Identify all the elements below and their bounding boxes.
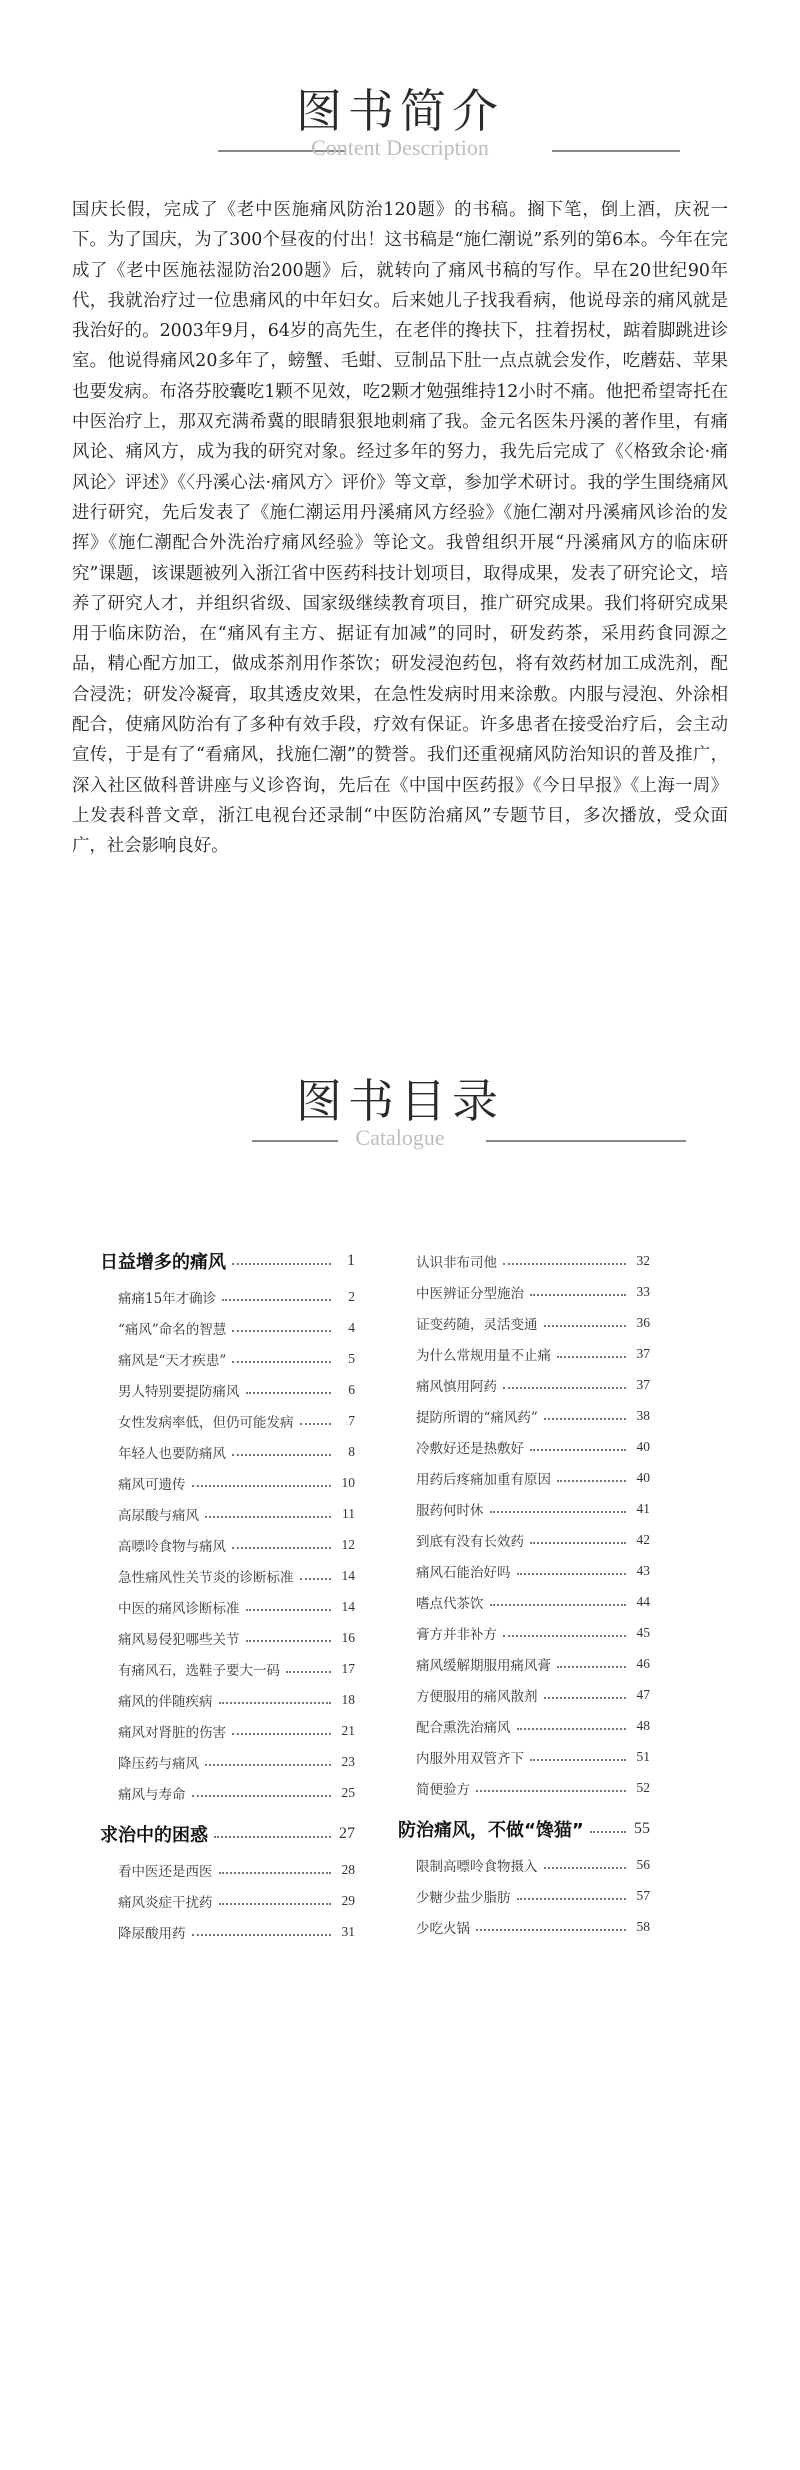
toc-leader-dots [557,1356,626,1358]
toc-entry-title: 痛风石能治好吗 [416,1565,511,1581]
toc-page-number: 16 [341,1630,355,1645]
toc-entry-title: 痛风炎症干扰药 [118,1895,213,1911]
toc-entry-title: 女性发病率低，但仍可能发病 [118,1415,294,1431]
toc-entry-title: 冷敷好还是热敷好 [416,1441,524,1457]
toc-leader-dots [490,1604,627,1606]
toc-entry-title: 防治痛风，不做“馋猫” [398,1820,584,1841]
toc-entry [416,1653,650,1675]
toc-leader-dots [530,1294,626,1296]
toc-page-number: 4 [348,1320,355,1335]
toc-leader-dots [476,1790,626,1792]
toc-entry [416,1777,650,1799]
toc-entry [416,1560,650,1582]
toc-leader-dots [222,1299,331,1301]
toc-entry [118,1720,355,1742]
toc-page-number: 29 [341,1893,355,1908]
toc-leader-dots [232,1361,331,1363]
toc-entry [416,1405,650,1427]
toc-entry [416,1312,650,1334]
toc-entry-title: 提防所谓的“痛风药” [416,1410,538,1426]
toc-title: 图书目录 [296,1074,504,1128]
toc-entry [416,1529,650,1551]
toc-entry-title: 降压药与痛风 [118,1756,199,1772]
toc-page-number: 12 [341,1537,355,1552]
toc-page-number: 6 [348,1382,355,1397]
toc-entry-title: 痛风缓解期服用痛风膏 [416,1658,551,1674]
toc-page-number: 23 [341,1754,355,1769]
toc-leader-dots [590,1831,626,1833]
toc-entry-title: 求治中的困惑 [100,1825,208,1846]
toc-page-number: 25 [341,1785,355,1800]
toc-leader-dots [544,1325,627,1327]
toc-page-number: 28 [341,1862,355,1877]
toc-page-number: 55 [634,1820,650,1837]
toc-entry [416,1436,650,1458]
toc-leader-dots [219,1702,332,1704]
toc-entry [118,1379,355,1401]
toc-page-number: 17 [341,1661,355,1676]
toc-entry-title: 用药后疼痛加重有原因 [416,1472,551,1488]
toc-entry-title: 痛风易侵犯哪些关节 [118,1632,240,1648]
toc-entry-title: 痛风慎用阿药 [416,1379,497,1395]
toc-chapter [100,1250,355,1272]
toc-page-number: 18 [341,1692,355,1707]
toc-entry-title: 证变药随，灵活变通 [416,1317,538,1333]
toc-entry [118,1348,355,1370]
toc-leader-dots [192,1795,332,1797]
toc-entry-title: 中医的痛风诊断标准 [118,1601,240,1617]
toc-page-number: 1 [347,1252,355,1269]
toc-entry-title: “痛风”命名的智慧 [118,1322,227,1338]
intro-body: 国庆长假，完成了《老中医施痛风防治120题》的书稿。搁下笔，倒上酒，庆祝一下。为了国庆，为了300个昼夜的付出！这书稿是“施仁潮说”系列的第6本。今年在完成了《老中医施祛湿防治200题》后，就转向了痛风书稿的写作。早在20世纪90年代，我就治疗过一位患痛风的中年妇女。后来她儿子找我看病，他说母亲的痛风就是我治好的。2003年9月，64岁的高先生，在老伴的搀扶下，拄着拐杖，踮着脚跳进诊室。他说得痛风20多年了，螃蟹、毛蚶、豆制品下肚一点点就会发作，吃蘑菇、苹果也要发病。布洛芬胶囊吃1颗不见效，吃2颗才勉强维持12小时不痛。他把希望寄托在中医治疗上，那双充满希冀的眼睛狠狠地刺痛了我。金元名医朱丹溪的著作里，有痛风论、痛风方，成为我的研究对象。经过多年的努力，我先后完成了《〈格致余论·痛风论〉评述》《〈丹溪心法·痛风方〉评价》等文章，参加学术研讨。我的学生围绕痛风进行研究，先后发表了《施仁潮运用丹溪痛风方经验》《施仁潮对丹溪痛风诊治的发挥》《施仁潮配合外洗治疗痛风经验》等论文。我曾组织开展“丹溪痛风方的临床研究”课题，该课题被列入浙江省中医药科技计划项目，取得成果，发表了研究论文，培养了研究人才，并组织省级、国家级继续教育项目，推广研究成果。我们将研究成果用于临床防治，在“痛风有主方、据证有加减”的同时，研发药茶，采用药食同源之品，精心配方加工，做成茶剂用作茶饮；研发浸泡药包，将有效药材加工成洗剂，配合浸洗；研发冷凝膏，取其透皮效果，在急性发病时用来涂敷。内服与浸泡、外涂相配合，使痛风防治有了多种有效手段，疗效有保证。许多患者在接受治疗后，会主动宣传，于是有了“看痛风，找施仁潮”的赞誉。我们还重视痛风防治知识的普及推广，深入社区做科普讲座与义诊咨询，先后在《中国中医药报》《今日早报》《上海一周》上发表科普文章，浙江电视台还录制“中医防治痛风”专题节目，多次播放，受众面广，社会影响良好。 [72,200,728,857]
toc-page-number: 27 [339,1825,355,1842]
toc-entry-title: 服药何时休 [416,1503,484,1519]
toc-entry-title: 痛风的伴随疾病 [118,1694,213,1710]
toc-entry [118,1503,355,1525]
intro-header [0,75,800,185]
toc-entry-title: 限制高嘌呤食物摄入 [416,1859,538,1875]
toc-leader-dots [517,1573,627,1575]
toc-entry-title: 高尿酸与痛风 [118,1508,199,1524]
toc-leader-dots [232,1454,331,1456]
toc-entry [416,1746,650,1768]
toc-chapter [398,1818,650,1840]
toc-entry-title: 日益增多的痛风 [100,1252,226,1273]
toc-entry-title: 高嘌呤食物与痛风 [118,1539,226,1555]
toc-page-number: 7 [348,1413,355,1428]
toc-leader-dots [232,1733,331,1735]
toc-leader-dots [503,1387,626,1389]
toc-page-number: 48 [636,1718,650,1733]
toc-page-number: 57 [636,1888,650,1903]
toc-page-number: 56 [636,1857,650,1872]
toc-leader-dots [232,1330,331,1332]
toc-chapter [100,1823,355,1845]
toc-entry [416,1916,650,1938]
toc-page-number: 44 [636,1594,650,1609]
toc-page-number: 14 [341,1568,355,1583]
toc-leader-dots [192,1934,332,1936]
toc-entry [416,1467,650,1489]
toc-page-number: 32 [636,1253,650,1268]
toc-leader-dots [530,1449,626,1451]
toc-page-number: 42 [636,1532,650,1547]
toc-entry-title: 痛痛15年才确诊 [118,1291,217,1307]
toc-page-number: 31 [341,1924,355,1939]
toc-entry [118,1751,355,1773]
toc-entry-title: 为什么常规用量不止痛 [416,1348,551,1364]
toc-page-number: 43 [636,1563,650,1578]
toc-entry-title: 痛风可遗传 [118,1477,186,1493]
toc-leader-dots [205,1764,331,1766]
toc-entry [118,1286,355,1308]
toc-leader-dots [517,1728,627,1730]
toc-page-number: 36 [636,1315,650,1330]
toc-entry [118,1534,355,1556]
toc-entry [416,1885,650,1907]
toc-entry [118,1565,355,1587]
toc-entry [416,1498,650,1520]
toc-page-number: 47 [636,1687,650,1702]
toc-entry-title: 认识非布司他 [416,1255,497,1271]
toc-entry [416,1622,650,1644]
toc-page-number: 37 [636,1346,650,1361]
toc-page-number: 38 [636,1408,650,1423]
toc-page-number: 46 [636,1656,650,1671]
toc-page-number: 21 [341,1723,355,1738]
toc-entry [416,1374,650,1396]
toc-entry-title: 嗜点代茶饮 [416,1596,484,1612]
toc-leader-dots [219,1903,332,1905]
toc-entry-title: 到底有没有长效药 [416,1534,524,1550]
toc-entry [118,1472,355,1494]
toc-leader-dots [246,1609,332,1611]
toc-page-number: 45 [636,1625,650,1640]
toc-leader-dots [503,1263,626,1265]
toc-leader-dots [219,1872,332,1874]
toc-page-number: 41 [636,1501,650,1516]
toc-entry-title: 痛风是“天才疾患” [118,1353,227,1369]
toc-entry [118,1689,355,1711]
toc-page-number: 40 [636,1470,650,1485]
intro-title: 图书简介 [296,84,504,138]
toc-entry [118,1627,355,1649]
intro-subtitle: Content Description [311,135,489,160]
toc-leader-dots [232,1547,331,1549]
toc-entry-title: 配合熏洗治痛风 [416,1720,511,1736]
toc-page-number: 14 [341,1599,355,1614]
toc-entry-title: 简便验方 [416,1782,470,1798]
toc-page-number: 2 [348,1289,355,1304]
toc-leader-dots [205,1516,331,1518]
toc-entry [416,1684,650,1706]
toc-entry-title: 急性痛风性关节炎的诊断标准 [118,1570,294,1586]
toc-entry [118,1859,355,1881]
toc-entry [118,1890,355,1912]
toc-leader-dots [300,1423,332,1425]
toc-entry [416,1854,650,1876]
toc-entry [416,1591,650,1613]
toc-page-number: 5 [348,1351,355,1366]
toc-entry-title: 中医辨证分型施治 [416,1286,524,1302]
toc-entry-title: 少糖少盐少脂肪 [416,1890,511,1906]
toc-entry-title: 方便服用的痛风散剂 [416,1689,538,1705]
toc-page-number: 10 [341,1475,355,1490]
toc-entry-title: 痛风与寿命 [118,1787,186,1803]
toc-entry-title: 看中医还是西医 [118,1864,213,1880]
toc-entry-title: 男人特别要提防痛风 [118,1384,240,1400]
toc-leader-dots [544,1697,627,1699]
toc-page-number: 37 [636,1377,650,1392]
toc-page-number: 40 [636,1439,650,1454]
toc-leader-dots [490,1511,627,1513]
toc-leader-dots [286,1671,331,1673]
toc-leader-dots [517,1898,627,1900]
toc-entry [118,1441,355,1463]
toc-entry [416,1343,650,1365]
toc-page-number: 51 [636,1749,650,1764]
toc-leader-dots [544,1418,626,1420]
toc-entry-title: 有痛风石，选鞋子要大一码 [118,1663,280,1679]
toc-entry [118,1658,355,1680]
toc-leader-dots [214,1836,331,1838]
toc-leader-dots [557,1666,626,1668]
toc-entry [118,1921,355,1943]
toc-leader-dots [530,1542,626,1544]
toc-leader-dots [503,1635,626,1637]
toc-entry [118,1410,355,1432]
toc-leader-dots [192,1485,332,1487]
toc-entry [118,1596,355,1618]
toc-entry-title: 少吃火锅 [416,1921,470,1937]
toc-leader-dots [232,1263,331,1265]
toc-leader-dots [300,1578,332,1580]
toc-header [0,1065,800,1175]
toc-entry-title: 降尿酸用药 [118,1926,186,1942]
toc-leader-dots [557,1480,626,1482]
toc-entry-title: 内服外用双管齐下 [416,1751,524,1767]
toc-entry-title: 膏方并非补方 [416,1627,497,1643]
toc-page-number: 11 [342,1506,355,1521]
toc-entry-title: 痛风对肾脏的伤害 [118,1725,226,1741]
toc-page-number: 8 [348,1444,355,1459]
toc-page-number: 33 [636,1284,650,1299]
toc-subtitle: Catalogue [355,1125,445,1150]
toc-leader-dots [246,1392,332,1394]
toc-leader-dots [530,1759,626,1761]
toc-entry [416,1250,650,1272]
toc-leader-dots [544,1867,627,1869]
toc-page-number: 52 [636,1780,650,1795]
toc-entry-title: 年轻人也要防痛风 [118,1446,226,1462]
toc-leader-dots [476,1929,626,1931]
toc-page-number: 58 [636,1919,650,1934]
toc-entry [416,1281,650,1303]
toc-entry [118,1782,355,1804]
toc-entry [118,1317,355,1339]
toc-leader-dots [246,1640,332,1642]
toc-entry [416,1715,650,1737]
